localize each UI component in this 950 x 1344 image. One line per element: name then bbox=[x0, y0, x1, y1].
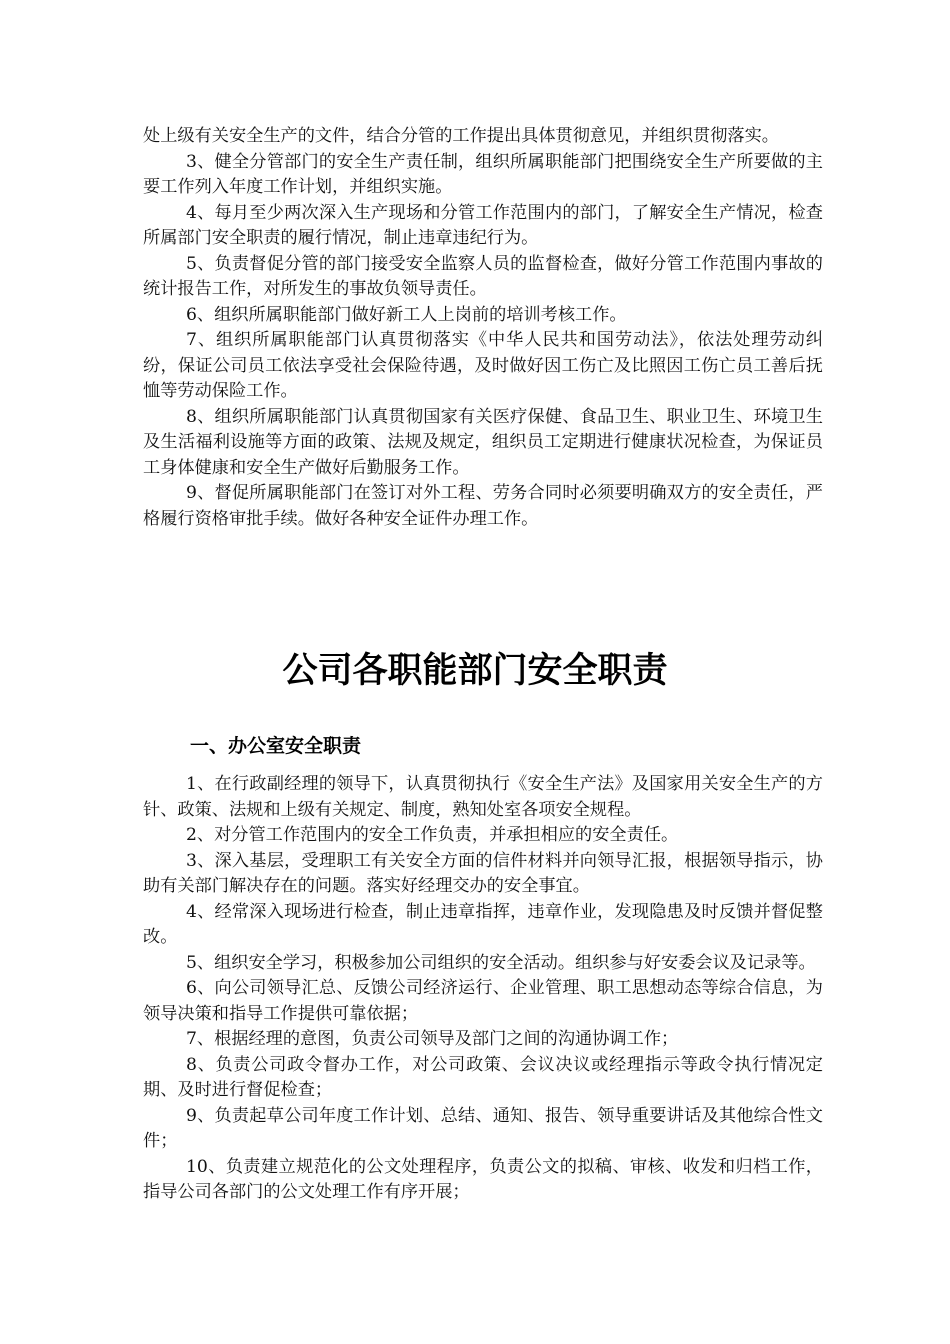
paragraph: 4、经常深入现场进行检查，制止违章指挥，违章作业，发现隐患及时反馈并督促整改。 bbox=[143, 901, 823, 947]
paragraph: 9、负责起草公司年度工作计划、总结、通知、报告、领导重要讲话及其他综合性文件； bbox=[143, 1105, 823, 1151]
paragraph: 3、健全分管部门的安全生产责任制，组织所属职能部门把围绕安全生产所要做的主要工作列入年度工作计划，并组织实施。 bbox=[143, 151, 823, 197]
paragraph: 5、负责督促分管的部门接受安全监察人员的监督检查，做好分管工作范围内事故的统计报告工作，对所发生的事故负领导责任。 bbox=[143, 253, 823, 299]
paragraph: 5、组织安全学习，积极参加公司组织的安全活动。组织参与好安委会议及记录等。 bbox=[186, 952, 816, 973]
paragraph: 8、组织所属职能部门认真贯彻国家有关医疗保健、食品卫生、职业卫生、环境卫生及生活福利设施等方面的政策、法规及规定，组织员工定期进行健康状况检查，为保证员工身体健康和安全生产做好后勤服务工作。 bbox=[143, 406, 823, 478]
paragraph: 7、根据经理的意图，负责公司领导及部门之间的沟通协调工作； bbox=[186, 1029, 679, 1049]
paragraph: 6、向公司领导汇总、反馈公司经济运行、企业管理、职工思想动态等综合信息，为领导决策和指导工作提供可靠依据； bbox=[143, 978, 823, 1024]
paragraph: 7、组织所属职能部门认真贯彻落实《中华人民共和国劳动法》，依法处理劳动纠纷，保证公司员工依法享受社会保险待遇，及时做好因工伤亡及比照因工伤亡员工善后抚恤等劳动保险工作。 bbox=[143, 330, 823, 401]
document-title: 公司各职能部门安全职责 bbox=[282, 651, 668, 691]
section-text-block bbox=[143, 772, 823, 1206]
paragraph: 3、深入基层，受理职工有关安全方面的信件材料并向领导汇报，根据领导指示，协助有关部门解决存在的问题。落实好经理交办的安全事宜。 bbox=[143, 850, 823, 896]
section-heading: 一、办公室安全职责 bbox=[190, 735, 362, 757]
paragraph: 2、对分管工作范围内的安全工作负责，并承担相应的安全责任。 bbox=[186, 825, 679, 845]
paragraph: 4、每月至少两次深入生产现场和分管工作范围内的部门，了解安全生产情况，检查所属部门安全职责的履行情况，制止违章违纪行为。 bbox=[143, 202, 823, 248]
top-text-block bbox=[143, 124, 823, 532]
paragraph: 8、负责公司政令督办工作，对公司政策、会议决议或经理指示等政令执行情况定期、及时进行督促检查； bbox=[143, 1054, 823, 1100]
paragraph: 1、在行政副经理的领导下，认真贯彻执行《安全生产法》及国家用关安全生产的方针、政策、法规和上级有关规定、制度，熟知处室各项安全规程。 bbox=[143, 774, 823, 820]
paragraph: 6、组织所属职能部门做好新工人上岗前的培训考核工作。 bbox=[186, 304, 627, 325]
paragraph: 9、督促所属职能部门在签订对外工程、劳务合同时必须要明确双方的安全责任，严格履行资格审批手续。做好各种安全证件办理工作。 bbox=[143, 483, 823, 529]
paragraph: 10、负责建立规范化的公文处理程序，负责公文的拟稿、审核、收发和归档工作，指导公司各部门的公文处理工作有序开展； bbox=[143, 1156, 823, 1202]
paragraph: 处上级有关安全生产的文件，结合分管的工作提出具体贯彻意见，并组织贯彻落实。 bbox=[143, 126, 779, 146]
